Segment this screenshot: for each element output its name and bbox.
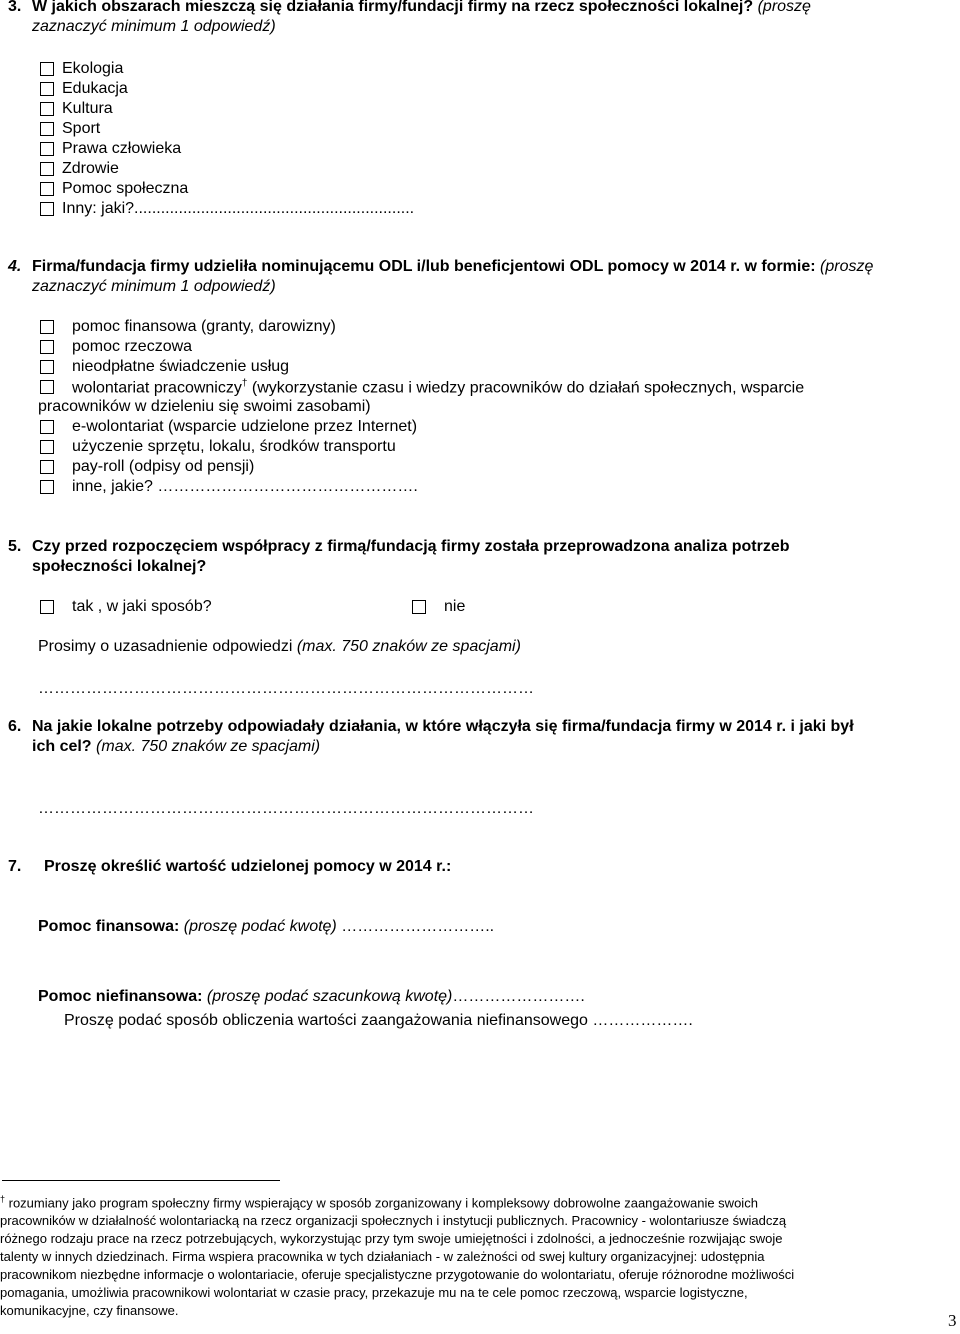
option-label: użyczenie sprzętu, lokalu, środków transportu bbox=[72, 438, 396, 455]
option-label: pay-roll (odpisy od pensji) bbox=[72, 458, 255, 475]
q6-question-line1: Na jakie lokalne potrzeby odpowiadały działania, w które włączyła się firma/fundacja firmy w 2014 r. i jaki był bbox=[32, 718, 854, 735]
option-label: Pomoc społeczna bbox=[62, 180, 189, 197]
checkbox-uzyczenie-sprzetu[interactable] bbox=[40, 440, 54, 454]
footnote-line: pracowników w działalność wolontariacką na rzecz organizacji społecznych i instytucji publicznych. Pracownicy - wolontariusze świadczą bbox=[0, 1213, 787, 1229]
option-label-nie: nie bbox=[444, 598, 466, 615]
option-label: e-wolontariat (wsparcie udzielone przez Internet) bbox=[72, 418, 418, 435]
fin-amount-field[interactable]: ……………………….. bbox=[336, 918, 495, 935]
q5-answer-field[interactable]: ………………………………………………………………………………… bbox=[38, 680, 534, 697]
q4-number: 4. bbox=[8, 258, 22, 275]
q7-pomoc-niefinansowa: Pomoc niefinansowa: (proszę podać szacunkową kwotę)……………………. bbox=[38, 988, 585, 1005]
option-label: Ekologia bbox=[62, 60, 124, 77]
footnote-line: różnego rodzaju prace na rzecz potrzebujących, wykorzystując przy tym swoje umiejętności i zdolności, a jednocześnie rozwijając swoje bbox=[0, 1231, 783, 1247]
q7-number: 7. bbox=[8, 858, 22, 875]
option-label: Sport bbox=[62, 120, 101, 137]
q5-question-line1: Czy przed rozpoczęciem współpracy z firmą/fundacją firmy została przeprowadzona analiza potrzeb bbox=[32, 538, 790, 555]
footnote bbox=[0, 1190, 950, 1320]
checkbox-pomoc-spoleczna[interactable] bbox=[40, 182, 54, 196]
footnote-line: pomagania, umożliwia pracownikowi wolontariat w czasie pracy, przekazuje mu na te cele pomoc rzeczową, wsparcie logistyczne, bbox=[0, 1285, 748, 1301]
checkbox-pay-roll[interactable] bbox=[40, 460, 54, 474]
option-label: pomoc rzeczowa bbox=[72, 338, 193, 355]
q5-number: 5. bbox=[8, 538, 22, 555]
q3-hint: zaznaczyć minimum 1 odpowiedź) bbox=[32, 18, 276, 35]
q4-hint: zaznaczyć minimum 1 odpowiedź) bbox=[32, 278, 276, 295]
footnote-separator bbox=[2, 1180, 280, 1181]
option-label-tak: tak , w jaki sposób? bbox=[72, 598, 212, 615]
option-label: Prawa człowieka bbox=[62, 140, 182, 157]
q3-number: 3. bbox=[8, 0, 22, 15]
option-label: Edukacja bbox=[62, 80, 128, 97]
footnote-marker: † bbox=[241, 378, 248, 389]
checkbox-zdrowie[interactable] bbox=[40, 162, 54, 176]
checkbox-nieodplatne-uslugi[interactable] bbox=[40, 360, 54, 374]
q6-number: 6. bbox=[8, 718, 22, 735]
option-label: Kultura bbox=[62, 100, 113, 117]
checkbox-tak[interactable] bbox=[40, 600, 54, 614]
option-label: pomoc finansowa (granty, darowizny) bbox=[72, 318, 336, 335]
checkbox-pomoc-rzeczowa[interactable] bbox=[40, 340, 54, 354]
option-label: inne, jakie? …………………………………………. bbox=[72, 478, 418, 495]
checkbox-kultura[interactable] bbox=[40, 102, 54, 116]
checkbox-sport[interactable] bbox=[40, 122, 54, 136]
footnote-line: talenty w innych dziedzinach. Firma wspiera pracownika w tych działaniach - w zależności od swej kultury organizacyjnej: udostępnia bbox=[0, 1249, 765, 1265]
page-number: 3 bbox=[948, 1311, 957, 1330]
checkbox-edukacja[interactable] bbox=[40, 82, 54, 96]
q5-note: Prosimy o uzasadnienie odpowiedzi (max. 750 znaków ze spacjami) bbox=[38, 638, 521, 655]
checkbox-e-wolontariat[interactable] bbox=[40, 420, 54, 434]
q7-question: Proszę określić wartość udzielonej pomocy w 2014 r.: bbox=[44, 858, 452, 875]
q3-question: W jakich obszarach mieszczą się działania firmy/fundacji firmy na rzecz społeczności lokalnej? (proszę bbox=[32, 0, 811, 15]
checkbox-nie[interactable] bbox=[412, 600, 426, 614]
footnote-line: † rozumiany jako program społeczny firmy wspierający w sposób zorganizowany i kompleksowy dobrowolne zaangażowanie swoich bbox=[0, 1194, 758, 1211]
checkbox-wolontariat-pracowniczy[interactable] bbox=[40, 380, 54, 394]
q5-question-line2: społeczności lokalnej? bbox=[32, 558, 207, 575]
checkbox-inne[interactable] bbox=[40, 480, 54, 494]
checkbox-prawa-czlowieka[interactable] bbox=[40, 142, 54, 156]
checkbox-ekologia[interactable] bbox=[40, 62, 54, 76]
q4-question: Firma/fundacja firmy udzieliła nominującemu ODL i/lub beneficjentowi ODL pomocy w 2014 r. w formie: (proszę bbox=[32, 258, 874, 275]
checkbox-inny[interactable] bbox=[40, 202, 54, 216]
option-label: nieodpłatne świadczenie usług bbox=[72, 358, 290, 375]
option-label: Inny: jaki?............................................................... bbox=[62, 200, 415, 217]
option-label-continuation: pracowników w dzieleniu się swoimi zasobami) bbox=[38, 398, 371, 415]
q7-calc-method[interactable]: Proszę podać sposób obliczenia wartości zaangażowania niefinansowego ………………. bbox=[64, 1012, 693, 1029]
q6-question-line2: ich cel? (max. 750 znaków ze spacjami) bbox=[32, 738, 321, 755]
q7-pomoc-finansowa: Pomoc finansowa: (proszę podać kwotę) ……………………….. bbox=[38, 918, 495, 935]
nonfin-amount-field[interactable]: ……………………. bbox=[452, 988, 585, 1005]
footnote-line: pracownikom niezbędne informacje o wolontariacie, oferuje specjalistyczne przygotowanie do wolontariatu, oferuje różnorodne możliwości bbox=[0, 1267, 795, 1283]
option-label: Zdrowie bbox=[62, 160, 119, 177]
checkbox-pomoc-finansowa[interactable] bbox=[40, 320, 54, 334]
footnote-line: komunikacyjne, czy finansowe. bbox=[0, 1303, 179, 1319]
option-label-wolontariat: wolontariat pracowniczy† (wykorzystanie czasu i wiedzy pracowników do działań społecznych, wsparcie bbox=[72, 378, 805, 397]
q6-answer-field[interactable]: ………………………………………………………………………………… bbox=[38, 800, 534, 817]
